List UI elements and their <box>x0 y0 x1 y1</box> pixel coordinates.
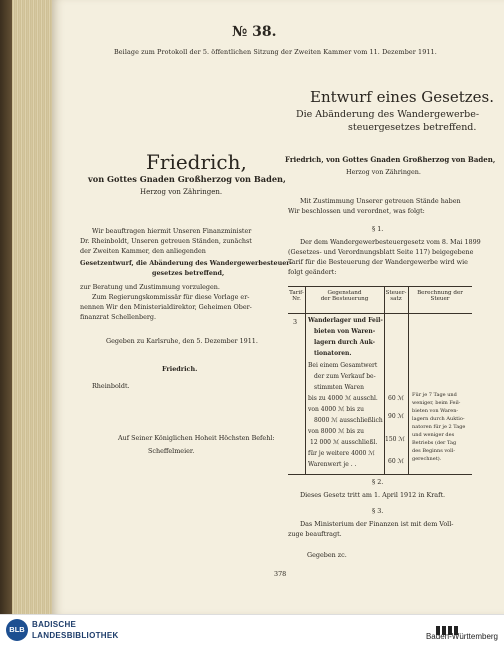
subject-line: tionatoren. <box>314 350 352 357</box>
left-para-0: Wir beauftragen hiermit Unseren Finanzminister <box>92 227 252 235</box>
s2-text: Dieses Gesetz tritt am 1. April 1912 in Kraft. <box>300 491 446 499</box>
bw-stripes-icon <box>436 620 464 629</box>
right-given: Gegeben zc. <box>307 551 347 559</box>
rate-60-additional: 60 ℳ <box>388 458 404 465</box>
calc-line: gerechnet). <box>412 456 442 462</box>
left-para-6: Zum Regierungskommissär für diese Vorlage er- <box>92 293 250 301</box>
subject-line: für je weitere 4000 ℳ <box>308 450 375 457</box>
subject-line: der zum Verkauf be- <box>314 373 376 380</box>
calc-line: lagern durch Auktio- <box>412 416 465 422</box>
order-line: Auf Seiner Königlichen Hoheit Höchsten Befehl: <box>118 434 275 442</box>
subject-line: stimmten Waren <box>314 384 365 391</box>
calc-line: Betriebs (der Tag <box>412 440 457 446</box>
subject-line: Wanderlager und Feil- <box>308 317 383 324</box>
left-subtitle: von Gottes Gnaden Großherzog von Baden, <box>88 174 286 184</box>
s1-line-3: folgt geändert: <box>288 268 337 276</box>
rate-60: 60 ℳ <box>388 395 404 402</box>
table-nr: 3 <box>293 318 298 326</box>
calc-line: des Beginns voll- <box>412 448 456 454</box>
right-intro-1: Mit Zustimmung Unserer getreuen Stände haben <box>300 197 461 205</box>
left-para-1: Dr. Rheinboldt, Unseren getreuen Ständen, zunächst <box>80 237 252 245</box>
right-intro-2: Wir beschlossen und verordnet, was folgt: <box>288 207 425 215</box>
subject-line: 12 000 ℳ ausschließl. <box>310 439 378 446</box>
signature-scheffelmeier: Scheffelmeier. <box>148 447 195 455</box>
calc-line: Für je 7 Tage und <box>412 392 457 398</box>
left-subtitle2: Herzog von Zähringen. <box>140 188 223 196</box>
rate-90: 90 ℳ <box>388 413 404 420</box>
document-number: № 38. <box>232 24 277 40</box>
left-para-5: zur Beratung und Zustimmung vorzulegen. <box>80 283 220 291</box>
library-name-line2: LANDESBIBLIOTHEK <box>32 631 119 640</box>
left-para-7: nennen Wir den Ministerialdirektor, Geheimen Ober- <box>80 303 252 311</box>
subject-line: Warenwert je . . <box>308 461 357 468</box>
blb-logo-icon[interactable]: BLB <box>6 619 28 641</box>
right-subtitle-1: Die Abänderung des Wandergewerbe- <box>296 109 480 120</box>
page-edges <box>12 0 52 614</box>
header-line: Beilage zum Protokoll der 5. öffentlichen Sitzung der Zweiten Kammer vom 11. Dezember 1911. <box>114 48 437 56</box>
table-header-nr: Tarif- Nr. <box>289 290 304 302</box>
document-page <box>52 0 504 614</box>
section-1: § 1. <box>372 225 384 233</box>
s3-text-1: Das Ministerium der Finanzen ist mit dem Voll- <box>300 520 454 528</box>
signature-rheinboldt: Rheinboldt. <box>92 382 130 390</box>
section-2: § 2. <box>372 478 384 486</box>
left-para-2: der Zweiten Kammer, den anliegenden <box>80 247 206 255</box>
calc-line: bieten von Waren- <box>412 408 459 414</box>
subject-line: bieten von Waren- <box>314 328 376 335</box>
table-header-subject: Gegenstand der Besteuerung <box>320 290 369 302</box>
subject-line: Bei einem Gesamtwert <box>308 362 378 369</box>
subject-line: bis zu 4000 ℳ ausschl. <box>308 395 378 402</box>
left-para-4: gesetzes betreffend, <box>152 269 225 277</box>
calc-line: und weniger des <box>412 432 455 438</box>
table-header-calc: Berechnung der Steuer <box>417 290 463 302</box>
s1-line-1: (Gesetzes- und Verordnungsblatt Seite 117) beigegebene <box>288 248 474 256</box>
calc-line: weniger, beim Feil- <box>412 400 461 406</box>
subject-line: von 8000 ℳ bis zu <box>308 428 365 435</box>
subject-line: von 4000 ℳ bis zu <box>308 406 365 413</box>
table-header-rate: Steuer- satz <box>385 290 407 302</box>
s1-line-0: Der dem Wandergewerbesteuergesetz vom 8. Mai 1899 <box>300 238 481 246</box>
rate-150: 150 ℳ <box>385 436 405 443</box>
s1-line-2: Tarif für die Besteuerung der Wandergewerbe wird wie <box>288 258 468 266</box>
subject-line: lagern durch Auk- <box>314 339 376 346</box>
right-title: Entwurf eines Gesetzes. <box>310 88 495 106</box>
right-ruler: Friedrich, von Gottes Gnaden Großherzog von Baden, <box>285 155 496 164</box>
baden-wuerttemberg-label[interactable]: Baden-Württemberg <box>425 632 498 641</box>
section-3: § 3. <box>372 507 384 515</box>
right-subtitle-2: steuergesetzes betreffend. <box>348 122 477 133</box>
left-para-8: finanzrat Schellenberg. <box>80 313 157 321</box>
s3-text-2: zuge beauftragt. <box>288 530 342 538</box>
subject-line: 8000 ℳ ausschließlich <box>314 417 383 424</box>
calc-line: natoren für je 2 Tage <box>412 424 466 430</box>
page-number: 378 <box>274 570 287 578</box>
left-para-3: Gesetzentwurf, die Abänderung des Wandergewerbesteuer- <box>80 259 293 267</box>
signature-friedrich: Friedrich. <box>162 365 198 373</box>
left-title: Friedrich, <box>146 150 247 174</box>
right-ruler2: Herzog von Zähringen. <box>346 168 421 176</box>
left-given: Gegeben zu Karlsruhe, den 5. Dezember 1911. <box>106 337 258 345</box>
library-name-line1: BADISCHE <box>32 620 77 629</box>
